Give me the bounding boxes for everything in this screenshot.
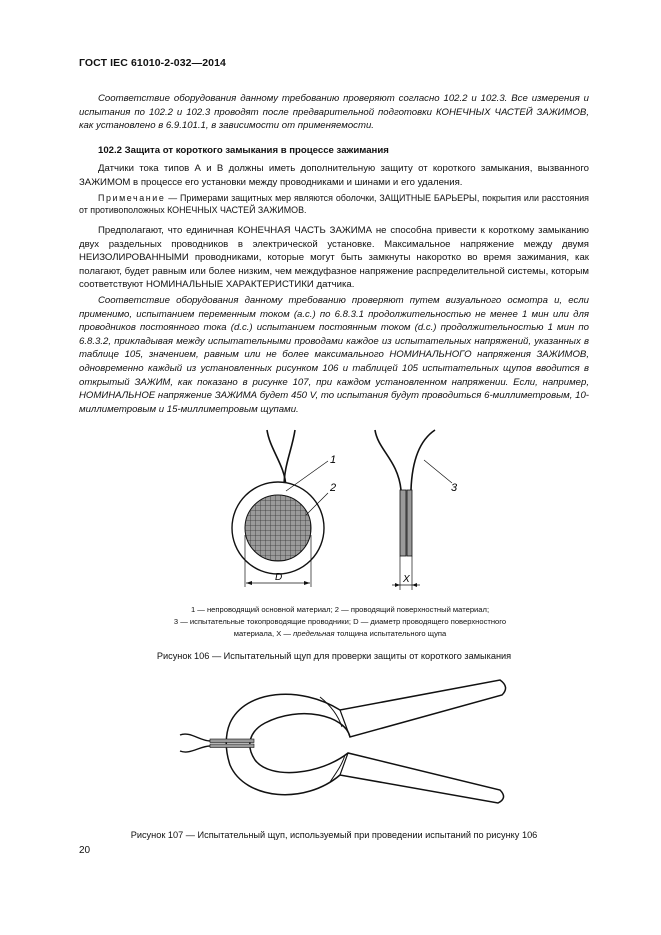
figure-106-caption: Рисунок 106 — Испытательный щуп для проверки защиты от короткого замыкания: [156, 651, 512, 661]
paragraph-assumption: Предполагают, что единичная КОНЕЧНАЯ ЧАСТЬ ЗАЖИМА не способна привести к короткому замыканию двух раздельных проводников в электрической установке. Максимальное напряжение между двумя НЕИЗОЛИРОВАННЫМИ проводниками, которые могут быть замкнуты накоротко во время зажимания, как полагают, будет равным или более низким, чем междуфазное напряжение распределительной системы, которым соответствуют НОМИНАЛЬНЫЕ ХАРАКТЕРИСТИКИ датчика.: [79, 225, 589, 291]
label-2: 2: [330, 482, 337, 494]
label-d: D: [275, 572, 283, 583]
probe-side-view: [375, 430, 452, 590]
note-label: Примечание: [98, 193, 166, 203]
paragraph-requirement: Датчики тока типов А и В должны иметь дополнительную защиту от короткого замыкания, вызванного ЗАЖИМОМ в процессе его установки между проводниками и шинами и его удаления.: [79, 163, 589, 188]
note-block: [79, 192, 589, 217]
label-x: X: [403, 574, 410, 585]
section-heading: 102.2 Защита от короткого замыкания в процессе зажимания: [98, 145, 389, 156]
note-text: — Примерами защитных мер являются оболочки, ЗАЩИТНЫЕ БАРЬЕРЫ, покрытия или расстояния от противоположных КОНЕЧНЫХ ЧАСТЕЙ ЗАЖИМОВ.: [79, 193, 589, 216]
probe-front-view: [232, 430, 328, 587]
compliance-paragraph-2: Соответствие оборудования данному требованию проверяют путем визуального осмотра и, если применимо, испытанием переменным током (а.с.) по 6.8.3.1 продолжительностью не менее 1 мин или для проводников постоянного тока (d.c.) испытанием постоянным током (d.c.) продолжительностью 1 мин по 6.8.3.2, прикладывая между испытательными проводами каждое из испытательных напряжений, указанных в таблице 105, значением, равным или не более максимального НОМИНАЛЬНОГО напряжения ЗАЖИМОВ, одновременно каждый из установленных рисунком 106 и таблицей 105 испытательных щупов вводится в открытый ЗАЖИМ, как показано в рисунке 107, при каждом установленном напряжении. Если, например, НОМИНАЛЬНОЕ напряжение ЗАЖИМА будет 450 V, то испытания будут проводиться 6-миллиметровым, 10-миллиметровым и 15-миллиметровым щупами.: [79, 295, 589, 415]
document-header: ГОСТ IEC 61010-2-032—2014: [79, 57, 226, 69]
legend-line-2: 3 — испытательные токопроводящие проводники; D — диаметр проводящего поверхностного: [173, 617, 507, 626]
label-3: 3: [451, 482, 458, 494]
legend-line-1: 1 — непроводящий основной материал; 2 — проводящий поверхностный материал;: [190, 605, 490, 614]
compliance-paragraph-1: Соответствие оборудования данному требованию проверяют согласно 102.2 и 102.3. Все измерения и испытания по 102.2 и 102.3 проводят после предварительной подготовки КОНЕЧНЫХ ЧАСТЕЙ ЗАЖИМОВ, как установлено в 6.9.101.1, в зависимости от применяемости.: [79, 93, 589, 132]
legend-line-3: материала, X — предельная толщина испытательного щупа: [233, 629, 447, 638]
figure-106-drawing: [220, 425, 480, 600]
figure-107-caption: Рисунок 107 — Испытательный щуп, используемый при проведении испытаний по рисунку 106: [130, 830, 538, 840]
label-1: 1: [330, 454, 337, 466]
figure-107-drawing: [170, 675, 520, 810]
page-number: 20: [79, 845, 91, 856]
figure-106-legend: [130, 604, 550, 640]
clamp-jaws: [226, 680, 505, 803]
